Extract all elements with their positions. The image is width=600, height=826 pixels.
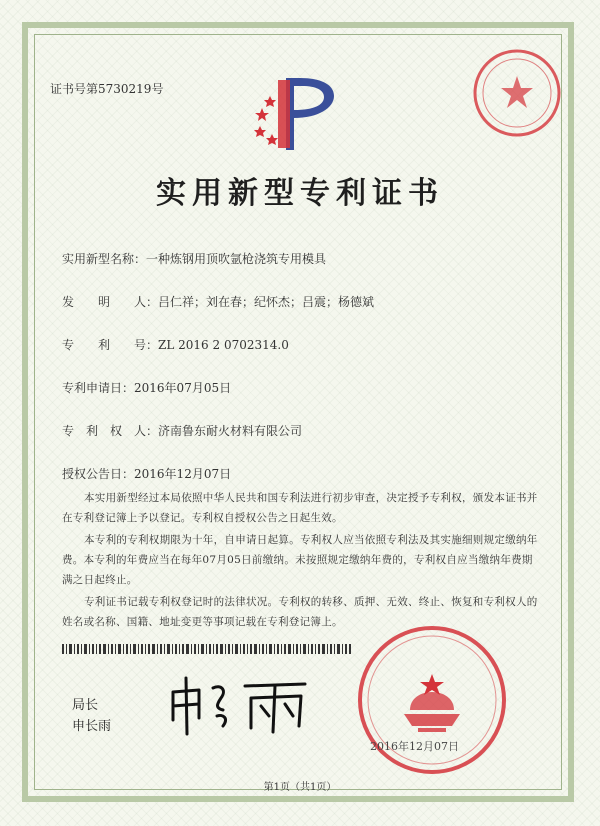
grant-date-row	[62, 465, 231, 482]
grant-date-label: 授权公告日：	[62, 467, 135, 481]
application-date-label: 专利申请日：	[62, 381, 135, 395]
patent-office-logo-icon	[248, 68, 348, 158]
patentee-label: 专 利 权 人：	[62, 424, 159, 438]
patent-number-row	[62, 336, 289, 353]
agency-seal-icon	[470, 46, 564, 140]
seal-date: 2016年12月07日	[370, 740, 459, 753]
utility-model-name-value: 一种炼钢用顶吹氩枪浇筑专用模具	[146, 252, 327, 266]
paragraph-grant: 本实用新型经过本局依照中华人民共和国专利法进行初步审查，决定授予专利权，颁发本证书并在专利登记簿上予以登记。专利权自授权公告之日起生效。	[62, 492, 538, 524]
certificate-number: 证书号第5730219号	[50, 82, 164, 96]
barcode-strip	[62, 644, 352, 654]
patentee-row	[62, 422, 302, 439]
handwritten-signature-icon	[165, 672, 315, 736]
patent-number-value: ZL 2016 2 0702314.0	[158, 338, 289, 352]
paragraph-term: 本专利的专利权期限为十年，自申请日起算。专利权人应当依照专利法及其实施细则规定缴纳年费。本专利的年费应当在每年07月05日前缴纳。未按照规定缴纳年费的，专利权自应当缴纳年费期满之日起终止。	[62, 534, 538, 586]
inventors-label: 发 明 人：	[62, 295, 159, 309]
signatory-role: 局长	[72, 698, 99, 713]
application-date-row	[62, 379, 231, 396]
state-ip-office-seal-icon	[354, 622, 510, 778]
page-footer: 第1页（共1页）	[263, 782, 337, 793]
certificate-title: 实用新型专利证书	[156, 176, 444, 211]
inventors-value: 吕仁祥；刘在春；纪怀杰；吕震；杨德斌	[158, 295, 375, 309]
grant-date-value: 2016年12月07日	[134, 467, 232, 481]
patentee-value: 济南鲁东耐火材料有限公司	[158, 424, 303, 438]
utility-model-name-label: 实用新型名称：	[62, 252, 147, 266]
signatory-name: 申长雨	[72, 719, 112, 734]
application-date-value: 2016年07月05日	[134, 381, 232, 395]
inventors-row	[62, 293, 374, 310]
paragraph-legal-status: 专利证书记载专利权登记时的法律状况。专利权的转移、质押、无效、终止、恢复和专利权人的姓名或名称、国籍、地址变更等事项记载在专利登记簿上。	[62, 596, 538, 628]
patent-number-label: 专 利 号：	[62, 338, 159, 352]
utility-model-name-row	[62, 250, 326, 267]
